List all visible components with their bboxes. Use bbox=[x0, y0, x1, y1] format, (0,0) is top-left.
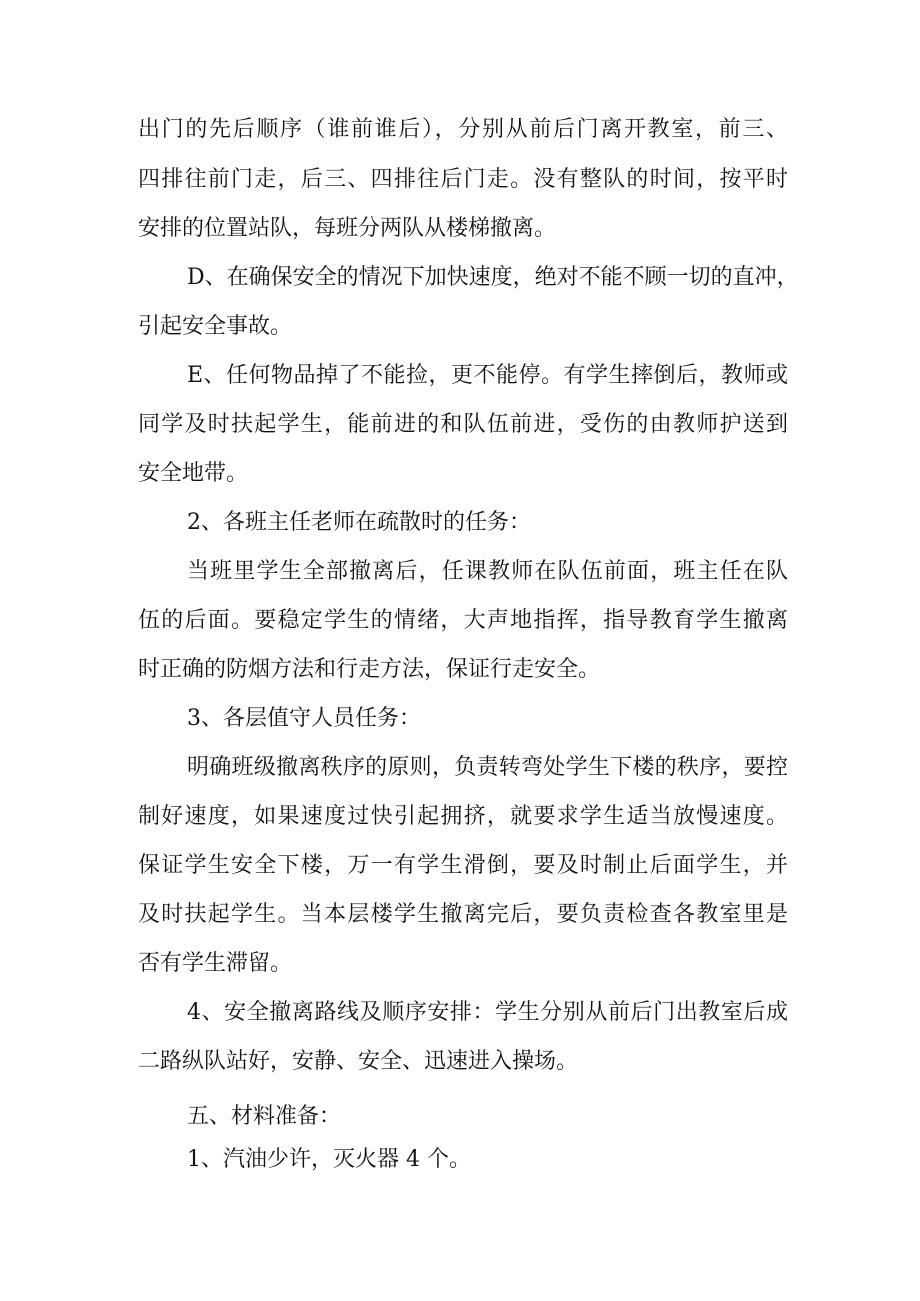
text-line-6: E、任何物品掉了不能捡，更不能停。有学生摔倒后，教师或 bbox=[187, 363, 788, 388]
text-line-1: 出门的先后顺序（谁前谁后），分别从前后门离开教室，前三、 bbox=[138, 117, 788, 142]
section-heading-3: 3、各层值守人员任务： bbox=[187, 706, 421, 731]
text-line-18: 否有学生滞留。 bbox=[138, 951, 293, 976]
text-line-5: 引起安全事故。 bbox=[138, 314, 293, 339]
text-line-12: 时正确的防烟方法和行走方法，保证行走安全。 bbox=[138, 657, 601, 682]
text-line-16: 保证学生安全下楼，万一有学生滑倒，要及时制止后面学生，并 bbox=[138, 853, 788, 878]
text-line-14: 明确班级撤离秩序的原则，负责转弯处学生下楼的秩序，要控 bbox=[187, 755, 788, 780]
text-line-17: 及时扶起学生。当本层楼学生撤离完后，要负责检查各教室里是 bbox=[138, 902, 788, 927]
text-line-2: 四排往前门走，后三、四排往后门走。没有整队的时间，按平时 bbox=[138, 167, 788, 192]
text-line-8: 安全地带。 bbox=[138, 461, 249, 486]
section-heading-five: 五、材料准备： bbox=[187, 1104, 342, 1129]
text-line-22: 1、汽油少许，灭火器 4 个。 bbox=[187, 1147, 471, 1172]
section-heading-4: 4、安全撤离路线及顺序安排：学生分别从前后门出教室后成 bbox=[187, 1000, 788, 1025]
text-line-10: 当班里学生全部撤离后，任课教师在队伍前面，班主任在队 bbox=[187, 559, 788, 584]
text-line-20: 二路纵队站好，安静、安全、迅速进入操场。 bbox=[138, 1049, 579, 1074]
section-heading-2: 2、各班主任老师在疏散时的任务： bbox=[187, 510, 531, 535]
text-line-7: 同学及时扶起学生，能前进的和队伍前进，受伤的由教师护送到 bbox=[138, 412, 788, 437]
text-line-15: 制好速度，如果速度过快引起拥挤，就要求学生适当放慢速度。 bbox=[138, 804, 788, 829]
text-line-3: 安排的位置站队，每班分两队从楼梯撤离。 bbox=[138, 216, 557, 241]
text-line-4: D、在确保安全的情况下加快速度，绝对不能不顾一切的直冲， bbox=[187, 265, 799, 290]
text-line-11: 伍的后面。要稳定学生的情绪，大声地指挥，指导教育学生撤离 bbox=[138, 608, 788, 633]
